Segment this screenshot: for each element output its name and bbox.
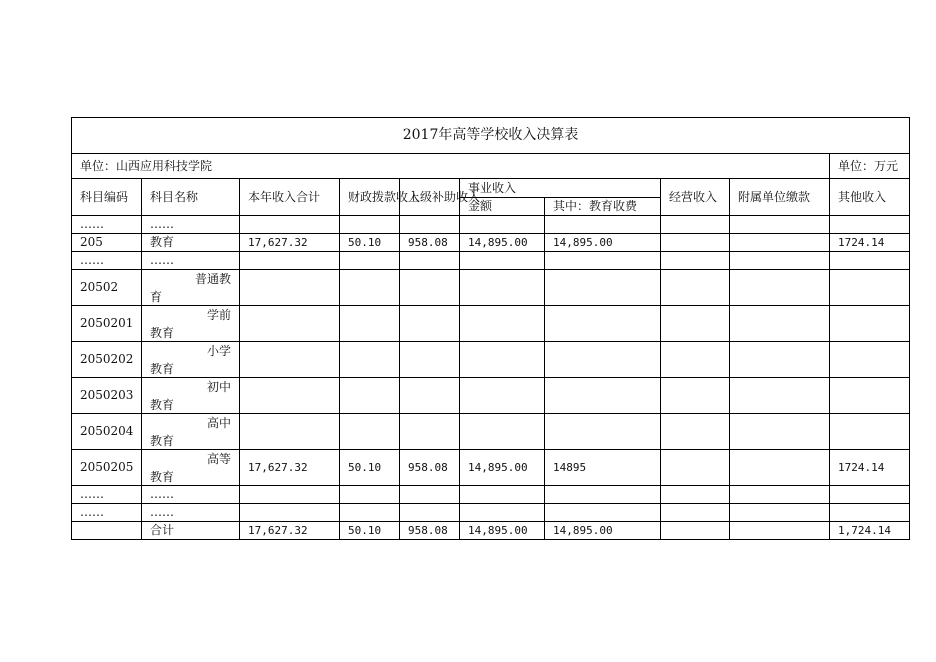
cell-other: 1724.14	[830, 450, 910, 486]
cell-name	[142, 342, 240, 378]
cell-name-bottom: 育	[150, 289, 163, 304]
header-total: 本年收入合计	[240, 179, 340, 216]
cell-name-bottom: 教育	[150, 325, 175, 340]
unit-label: 单位：山西应用科技学院	[72, 154, 830, 179]
cell-amount: 14,895.00	[460, 450, 545, 486]
table-row	[72, 486, 910, 504]
cell-code: 2050205	[72, 450, 142, 486]
cell-name-top: 高中	[206, 415, 231, 430]
cell-tuition: 14895	[545, 450, 661, 486]
income-table	[71, 117, 910, 540]
cell-name-bottom: 教育	[150, 433, 175, 448]
cell-name-top: 高等	[206, 451, 231, 466]
cell-name-bottom: 教育	[150, 469, 175, 484]
table-title: 2017年高等学校收入决算表	[72, 118, 910, 154]
cell-subsidy: 958.08	[400, 234, 460, 252]
cell-name: 合计	[142, 522, 240, 540]
header-tuition: 其中：教育收费	[545, 198, 661, 216]
cell-name	[142, 306, 240, 342]
cell-name: ……	[142, 486, 240, 504]
cell-name-top: 学前	[206, 307, 231, 322]
cell-code	[72, 522, 142, 540]
cell-code: 2050204	[72, 414, 142, 450]
cell-name-top: 小学	[206, 343, 231, 358]
header-fiscal: 财政拨款收入	[340, 179, 400, 216]
cell-name	[142, 414, 240, 450]
cell-code: 2050201	[72, 306, 142, 342]
cell-other: 1,724.14	[830, 522, 910, 540]
table-row	[72, 342, 910, 378]
cell-total: 17,627.32	[240, 234, 340, 252]
header-amount: 金额	[460, 198, 545, 216]
cell-total: 17,627.32	[240, 522, 340, 540]
cell-code: ……	[72, 216, 142, 234]
table-row	[72, 414, 910, 450]
cell-fiscal: 50.10	[340, 522, 400, 540]
cell-code: ……	[72, 486, 142, 504]
currency-unit: 单位：万元	[830, 154, 910, 179]
cell-other: 1724.14	[830, 234, 910, 252]
cell-name: ……	[142, 252, 240, 270]
cell-name: ……	[142, 216, 240, 234]
cell-code: 205	[72, 234, 142, 252]
cell-total: 17,627.32	[240, 450, 340, 486]
header-name: 科目名称	[142, 179, 240, 216]
table-row	[72, 270, 910, 306]
cell-name: 教育	[142, 234, 240, 252]
header-code: 科目编码	[72, 179, 142, 216]
cell-code: ……	[72, 252, 142, 270]
cell-code: 20502	[72, 270, 142, 306]
header-business: 事业收入	[460, 179, 661, 198]
cell-subsidy: 958.08	[400, 450, 460, 486]
cell-name-top: 普通教	[194, 271, 231, 286]
table-row	[72, 378, 910, 414]
header-operating: 经营收入	[661, 179, 730, 216]
table-row	[72, 252, 910, 270]
total-row	[72, 522, 910, 540]
table-row	[72, 504, 910, 522]
header-subsidy: 上级补助收入	[400, 179, 460, 216]
cell-subsidy: 958.08	[400, 522, 460, 540]
cell-name	[142, 270, 240, 306]
cell-name-top: 初中	[206, 379, 231, 394]
table-row	[72, 234, 910, 252]
cell-name-bottom: 教育	[150, 361, 175, 376]
cell-amount: 14,895.00	[460, 234, 545, 252]
cell-tuition: 14,895.00	[545, 234, 661, 252]
header-affiliated: 附属单位缴款	[730, 179, 830, 216]
cell-code: 2050202	[72, 342, 142, 378]
cell-fiscal: 50.10	[340, 234, 400, 252]
cell-tuition: 14,895.00	[545, 522, 661, 540]
cell-name	[142, 378, 240, 414]
cell-code: ……	[72, 504, 142, 522]
table-row	[72, 306, 910, 342]
cell-amount: 14,895.00	[460, 522, 545, 540]
table-row	[72, 216, 910, 234]
cell-fiscal: 50.10	[340, 450, 400, 486]
cell-code: 2050203	[72, 378, 142, 414]
cell-name: ……	[142, 504, 240, 522]
cell-name-bottom: 教育	[150, 397, 175, 412]
table-row	[72, 450, 910, 486]
cell-name	[142, 450, 240, 486]
header-other: 其他收入	[830, 179, 910, 216]
